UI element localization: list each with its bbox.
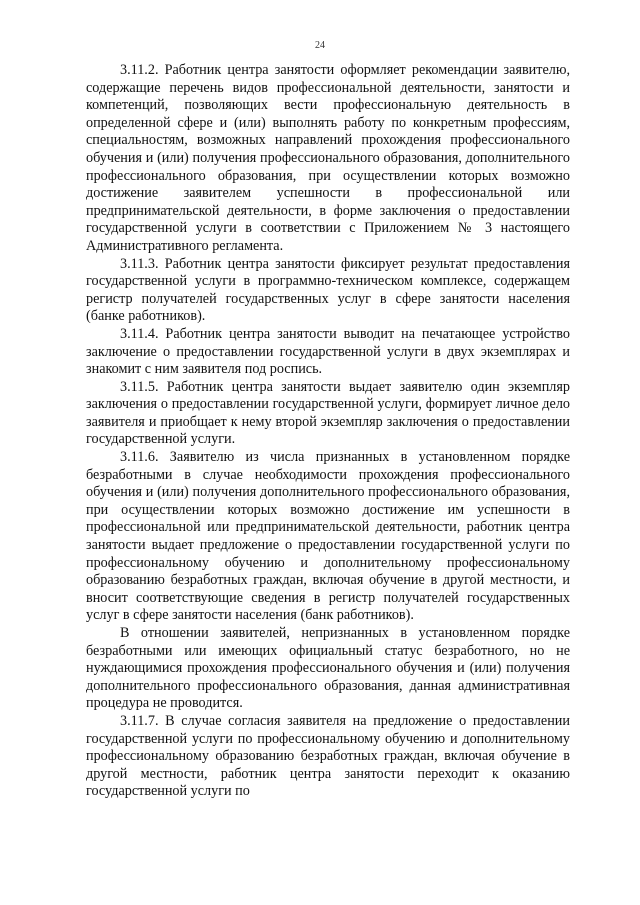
document-body [86,62,570,801]
paragraph-3-11-2: 3.11.2. Работник центра занятости оформляет рекомендации заявителю, содержащие перечень видов профессиональной деятельности, занятости и компетенций, позволяющих вести профессиональную деятельность в определенной сфере и (или) выполнять работу по конкретным профессиям, специальностям, возможных направлений прохождения профессионального обучения и (или) получения профессионального образования, дополнительного профессионального образования, при осуществлении которых возможно достижение заявителем успешности в профессиональной или предпринимательской деятельности, в форме заключения о предоставлении государственной услуги в соответствии с Приложением № 3 настоящего Административного регламента. [86,62,570,254]
paragraph-3-11-5: 3.11.5. Работник центра занятости выдает заявителю один экземпляр заключения о предоставлении государственной услуги, формирует личное дело заявителя и приобщает к нему второй экземпляр заключения о предоставлении государственной услуги. [86,378,570,448]
page-number: 24 [315,40,325,51]
paragraph-3-11-6: 3.11.6. Заявителю из числа признанных в установленном порядке безработными в случае необходимости прохождения профессионального обучения и (или) получения дополнительного профессионального образования, при осуществлении которых возможно достижение им успешности в профессиональной или предпринимательской деятельности, работник центра занятости выдает предложение о предоставлении государственной услуги по профессиональному обучению и дополнительному профессиональному образованию безработных граждан, включая обучение в другой местности, и вносит соответствующие сведения в регистр получателей государственных услуг в сфере занятости населения (банк работников). [86,449,570,624]
paragraph-unrecognized-applicants: В отношении заявителей, непризнанных в установленном порядке безработными или имеющих официальный статус безработного, но не нуждающимися прохождения профессионального обучения и (или) получения дополнительного профессионального образования, данная административная процедура не проводится. [86,625,570,712]
paragraph-3-11-3: 3.11.3. Работник центра занятости фиксирует результат предоставления государственной услуги в программно-техническом комплексе, содержащем регистр получателей государственных услуг в сфере занятости населения (банке работников). [86,255,570,325]
paragraph-3-11-7: 3.11.7. В случае согласия заявителя на предложение о предоставлении государственной услуги по профессиональному обучению и дополнительному профессиональному образованию безработных граждан, включая обучение в другой местности, работник центра занятости переходит к оказанию государственной услуги по [86,712,570,800]
paragraph-3-11-4: 3.11.4. Работник центра занятости выводит на печатающее устройство заключение о предоставлении государственной услуги в двух экземплярах и знакомит с ним заявителя под роспись. [86,325,570,378]
